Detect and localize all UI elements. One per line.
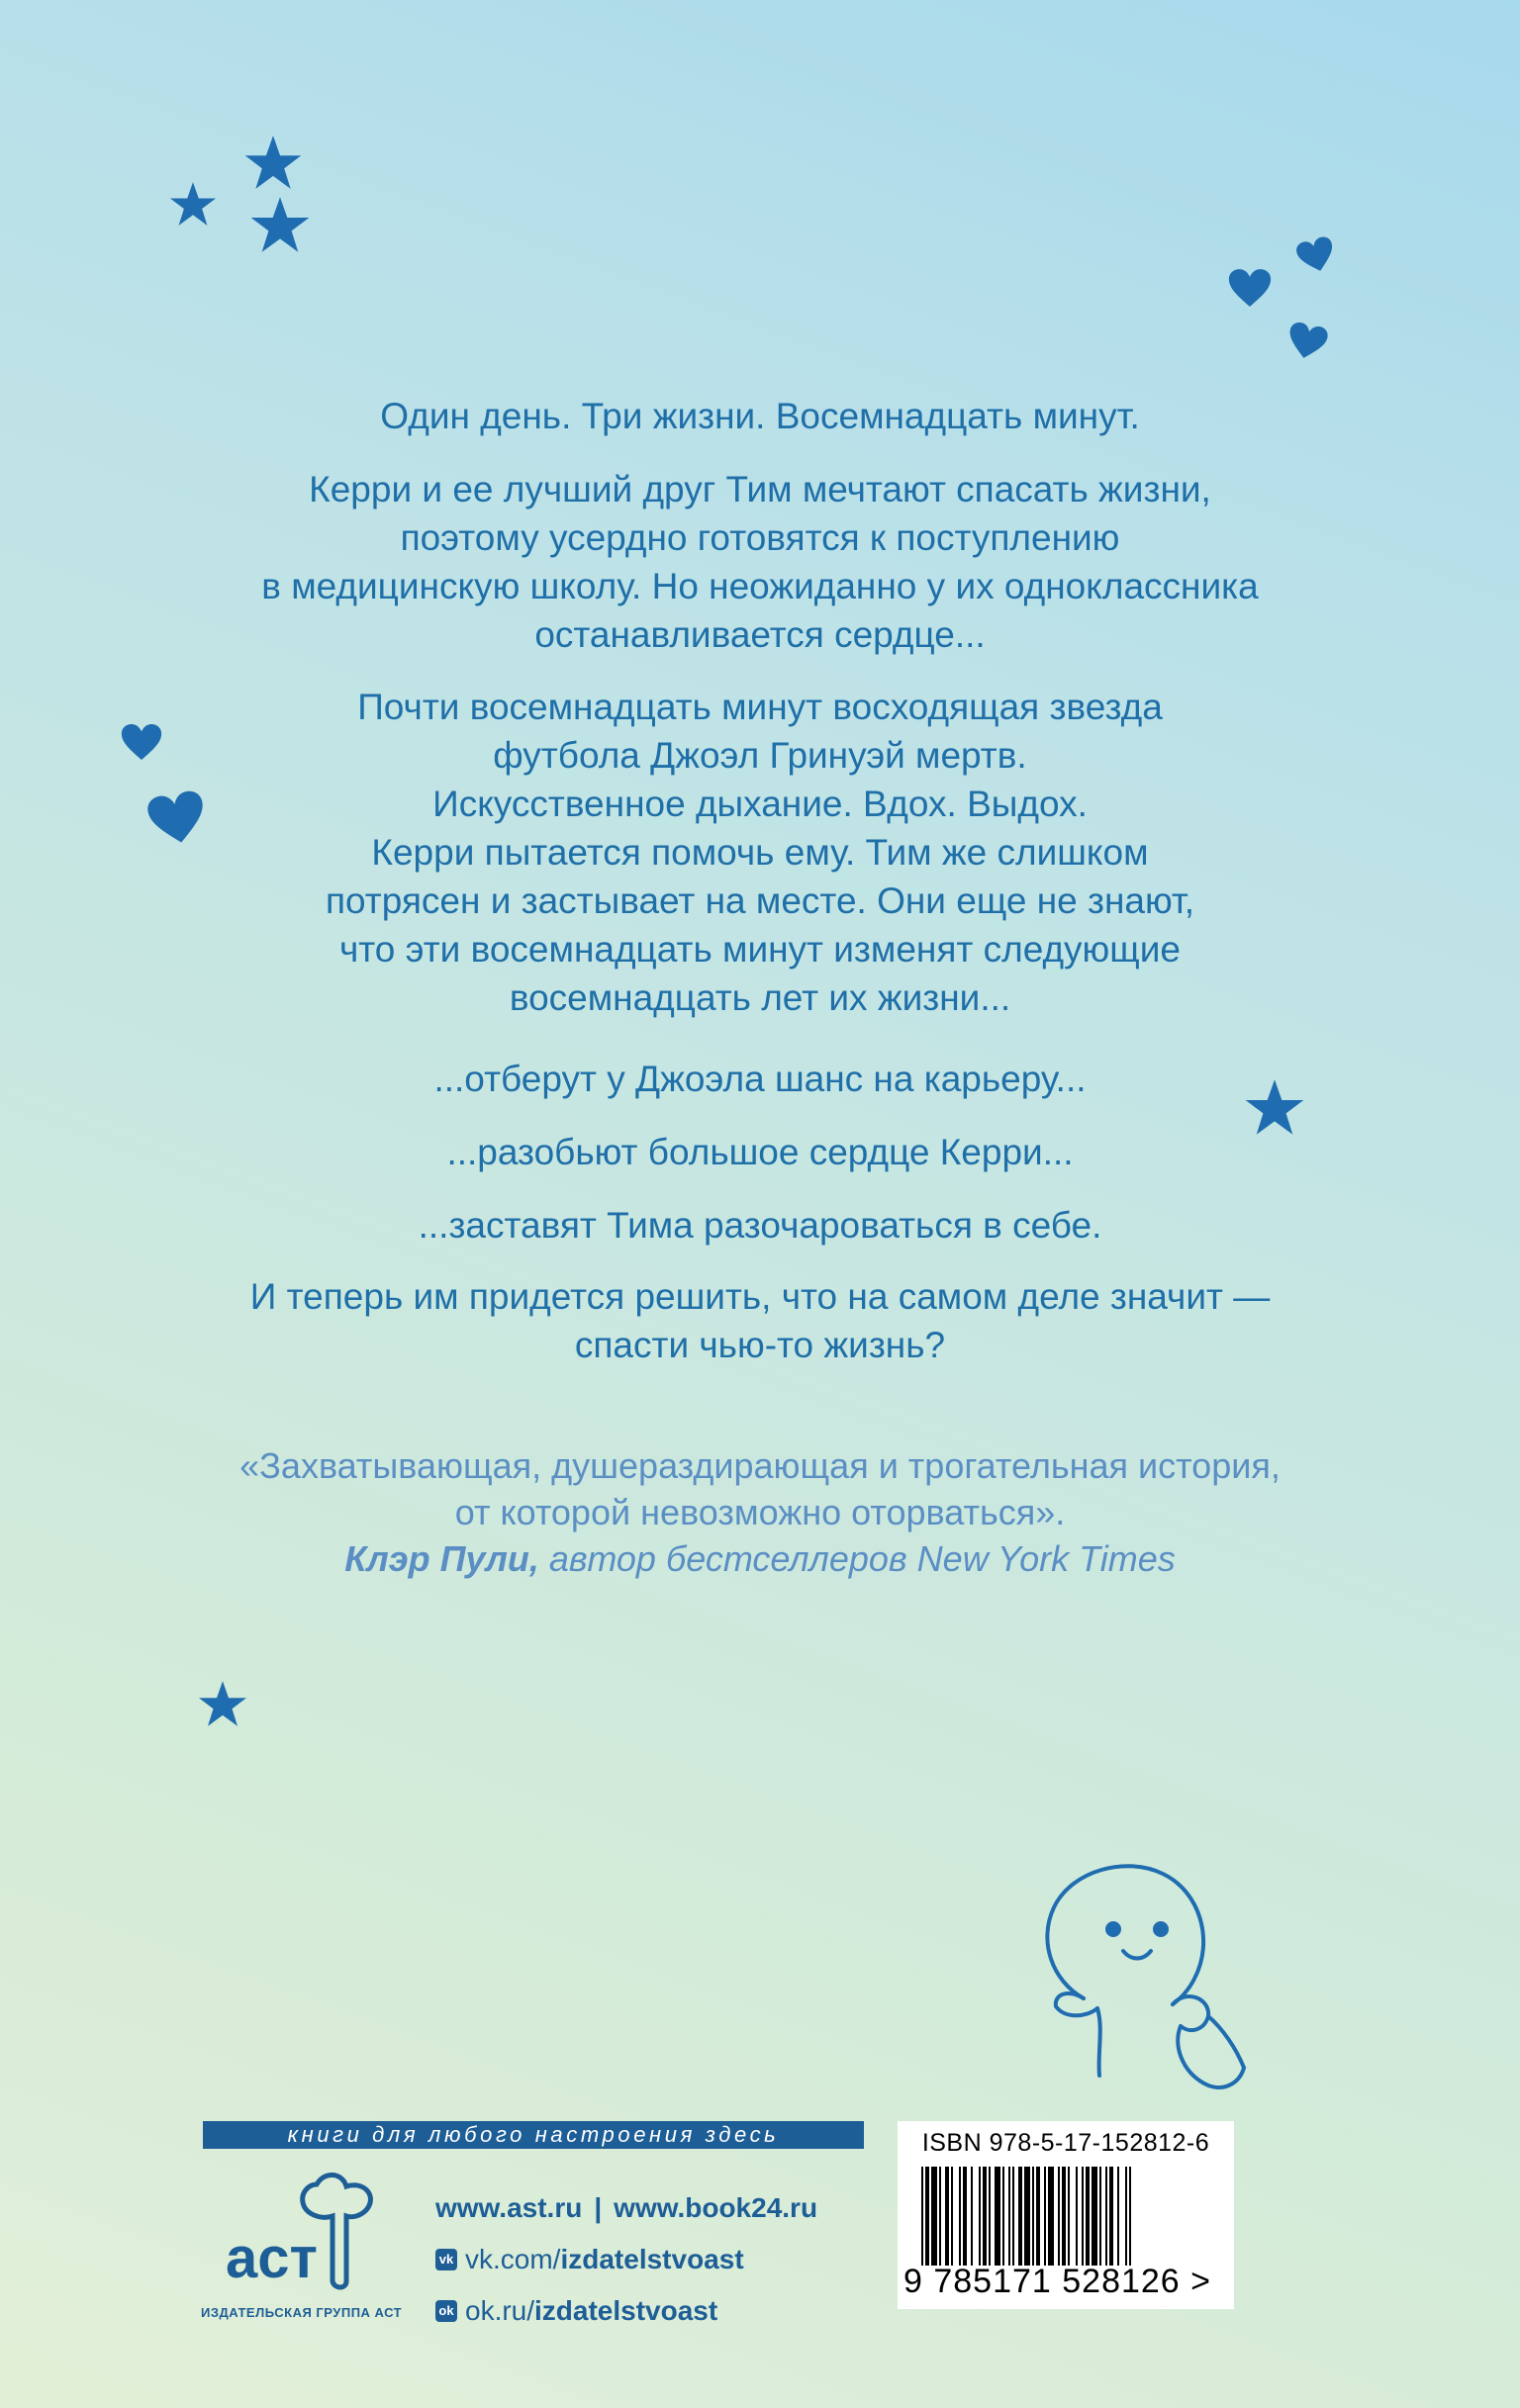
- quote-line: от которой невозможно оторваться».: [454, 1492, 1066, 1532]
- barcode-bar: [1099, 2167, 1101, 2266]
- isbn-barcode: [898, 2121, 1234, 2309]
- vk-link-prefix: vk.com/: [465, 2244, 561, 2274]
- ok-icon: ok: [435, 2300, 457, 2322]
- barcode-bar: [1048, 2167, 1054, 2266]
- barcode-bar: [989, 2167, 991, 2266]
- barcode-bar: [995, 2167, 1000, 2266]
- blurb-paragraph: [99, 392, 1421, 440]
- text-line: поэтому усердно готовятся к поступлению: [400, 517, 1120, 558]
- barcode-bar: [1092, 2167, 1097, 2266]
- blurb-paragraph: [99, 1055, 1421, 1103]
- link-separator: |: [594, 2192, 603, 2223]
- publisher-caption: ИЗДАТЕЛЬСКАЯ ГРУППА АСТ: [201, 2305, 403, 2320]
- text-line: Искусственное дыхание. Вдох. Выдох.: [432, 784, 1088, 824]
- barcode-bar: [1018, 2167, 1022, 2266]
- vk-link[interactable]: [435, 2234, 817, 2285]
- website-links: [435, 2182, 817, 2234]
- website-link-ast[interactable]: www.ast.ru: [435, 2192, 583, 2223]
- text-line: Почти восемнадцать минут восходящая звезда: [357, 687, 1163, 727]
- text-line: Керри пытается помочь ему. Тим же слишком: [371, 832, 1149, 873]
- barcode-bar: [983, 2167, 987, 2266]
- barcode-bar: [1032, 2167, 1034, 2266]
- text-line: что эти восемнадцать минут изменят следующие: [338, 929, 1181, 970]
- barcode-bar: [971, 2167, 973, 2266]
- star-icon: [247, 196, 313, 253]
- publisher-tagline: книги для любого настроения здесь: [203, 2121, 864, 2149]
- text-line: останавливается сердце...: [534, 614, 986, 655]
- website-link-book24[interactable]: www.book24.ru: [614, 2192, 818, 2223]
- barcode-bar: [1076, 2167, 1078, 2266]
- ok-link[interactable]: [435, 2285, 817, 2337]
- barcode-bar: [959, 2167, 961, 2266]
- barcode-bar: [921, 2167, 923, 2266]
- ast-logo-text: аст: [226, 2226, 318, 2290]
- barcode-bar: [1117, 2167, 1119, 2266]
- barcode-bar: [925, 2167, 929, 2266]
- barcode-bar: [1044, 2167, 1046, 2266]
- text-line: ...отберут у Джоэла шанс на карьеру...: [433, 1059, 1087, 1099]
- vk-link-handle: izdatelstvoast: [560, 2244, 744, 2274]
- blurb-paragraph: [99, 1272, 1421, 1369]
- text-line: восемнадцать лет их жизни...: [509, 977, 1011, 1018]
- review-quote: [99, 1442, 1421, 1582]
- vk-icon: vk: [435, 2249, 457, 2270]
- text-line: ...заставят Тима разочароваться в себе.: [418, 1205, 1102, 1246]
- text-line: И теперь им придется решить, что на самом деле значит —: [249, 1276, 1271, 1317]
- blurb-paragraph: [99, 683, 1421, 1022]
- ast-logo: [198, 2167, 396, 2295]
- heart-icon: [1228, 267, 1272, 309]
- text-line: в медицинскую школу. Но неожиданно у их одноклассника: [261, 566, 1259, 606]
- barcode-bar: [1109, 2167, 1113, 2266]
- star-icon: [169, 181, 217, 227]
- text-line: ...разобьют большое сердце Керри...: [446, 1132, 1074, 1172]
- barcode-bar: [1012, 2167, 1014, 2266]
- star-icon: [243, 135, 303, 190]
- blurb-paragraph: [99, 1128, 1421, 1176]
- barcode-bar: [1036, 2167, 1040, 2266]
- text-line: спасти чью-то жизнь?: [574, 1325, 946, 1365]
- barcode-bar: [1125, 2167, 1127, 2266]
- heart-icon: [1283, 315, 1332, 367]
- text-line: футбола Джоэл Гринуэй мертв.: [493, 735, 1027, 776]
- text-line: потрясен и застывает на месте. Они еще не знают,: [325, 880, 1195, 921]
- barcode-bar: [1068, 2167, 1070, 2266]
- barcode-bar: [1082, 2167, 1084, 2266]
- heart-icon: [1292, 230, 1340, 281]
- publisher-links: [435, 2182, 817, 2337]
- barcode-bar: [1129, 2167, 1131, 2266]
- barcode-bar: [1058, 2167, 1060, 2266]
- barcode-bar: [1002, 2167, 1004, 2266]
- ok-link-handle: izdatelstvoast: [534, 2295, 718, 2326]
- blurb-paragraph: [99, 465, 1421, 659]
- barcode-bar: [1024, 2167, 1030, 2266]
- blurb-paragraph: [99, 1201, 1421, 1250]
- barcode-bar: [1062, 2167, 1066, 2266]
- barcode-bar: [1008, 2167, 1010, 2266]
- text-line: Один день. Три жизни. Восемнадцать минут.: [380, 396, 1140, 436]
- quote-line: «Захватывающая, душераздирающая и трогательная история,: [239, 1445, 1281, 1486]
- barcode-bars: [921, 2167, 1210, 2266]
- barcode-bar: [945, 2167, 949, 2266]
- barcode-bar: [931, 2167, 937, 2266]
- ean-digits: 9 785171 528126 >: [903, 2263, 1212, 2300]
- star-icon: [198, 1680, 247, 1727]
- barcode-bar: [939, 2167, 941, 2266]
- barcode-bar: [1105, 2167, 1107, 2266]
- text-line: Керри и ее лучший друг Тим мечтают спасать жизни,: [309, 469, 1211, 509]
- barcode-bar: [979, 2167, 981, 2266]
- quote-author-name: Клэр Пули,: [344, 1538, 539, 1579]
- barcode-bar: [1086, 2167, 1090, 2266]
- ok-link-prefix: ok.ru/: [465, 2295, 535, 2326]
- isbn-number: ISBN 978-5-17-152812-6: [921, 2129, 1210, 2157]
- doodle-character-illustration: [1024, 1850, 1252, 2097]
- barcode-bar: [963, 2167, 967, 2266]
- quote-author-desc: автор бестселлеров New York Times: [538, 1538, 1176, 1579]
- quote-author: [99, 1535, 1421, 1582]
- barcode-bar: [951, 2167, 953, 2266]
